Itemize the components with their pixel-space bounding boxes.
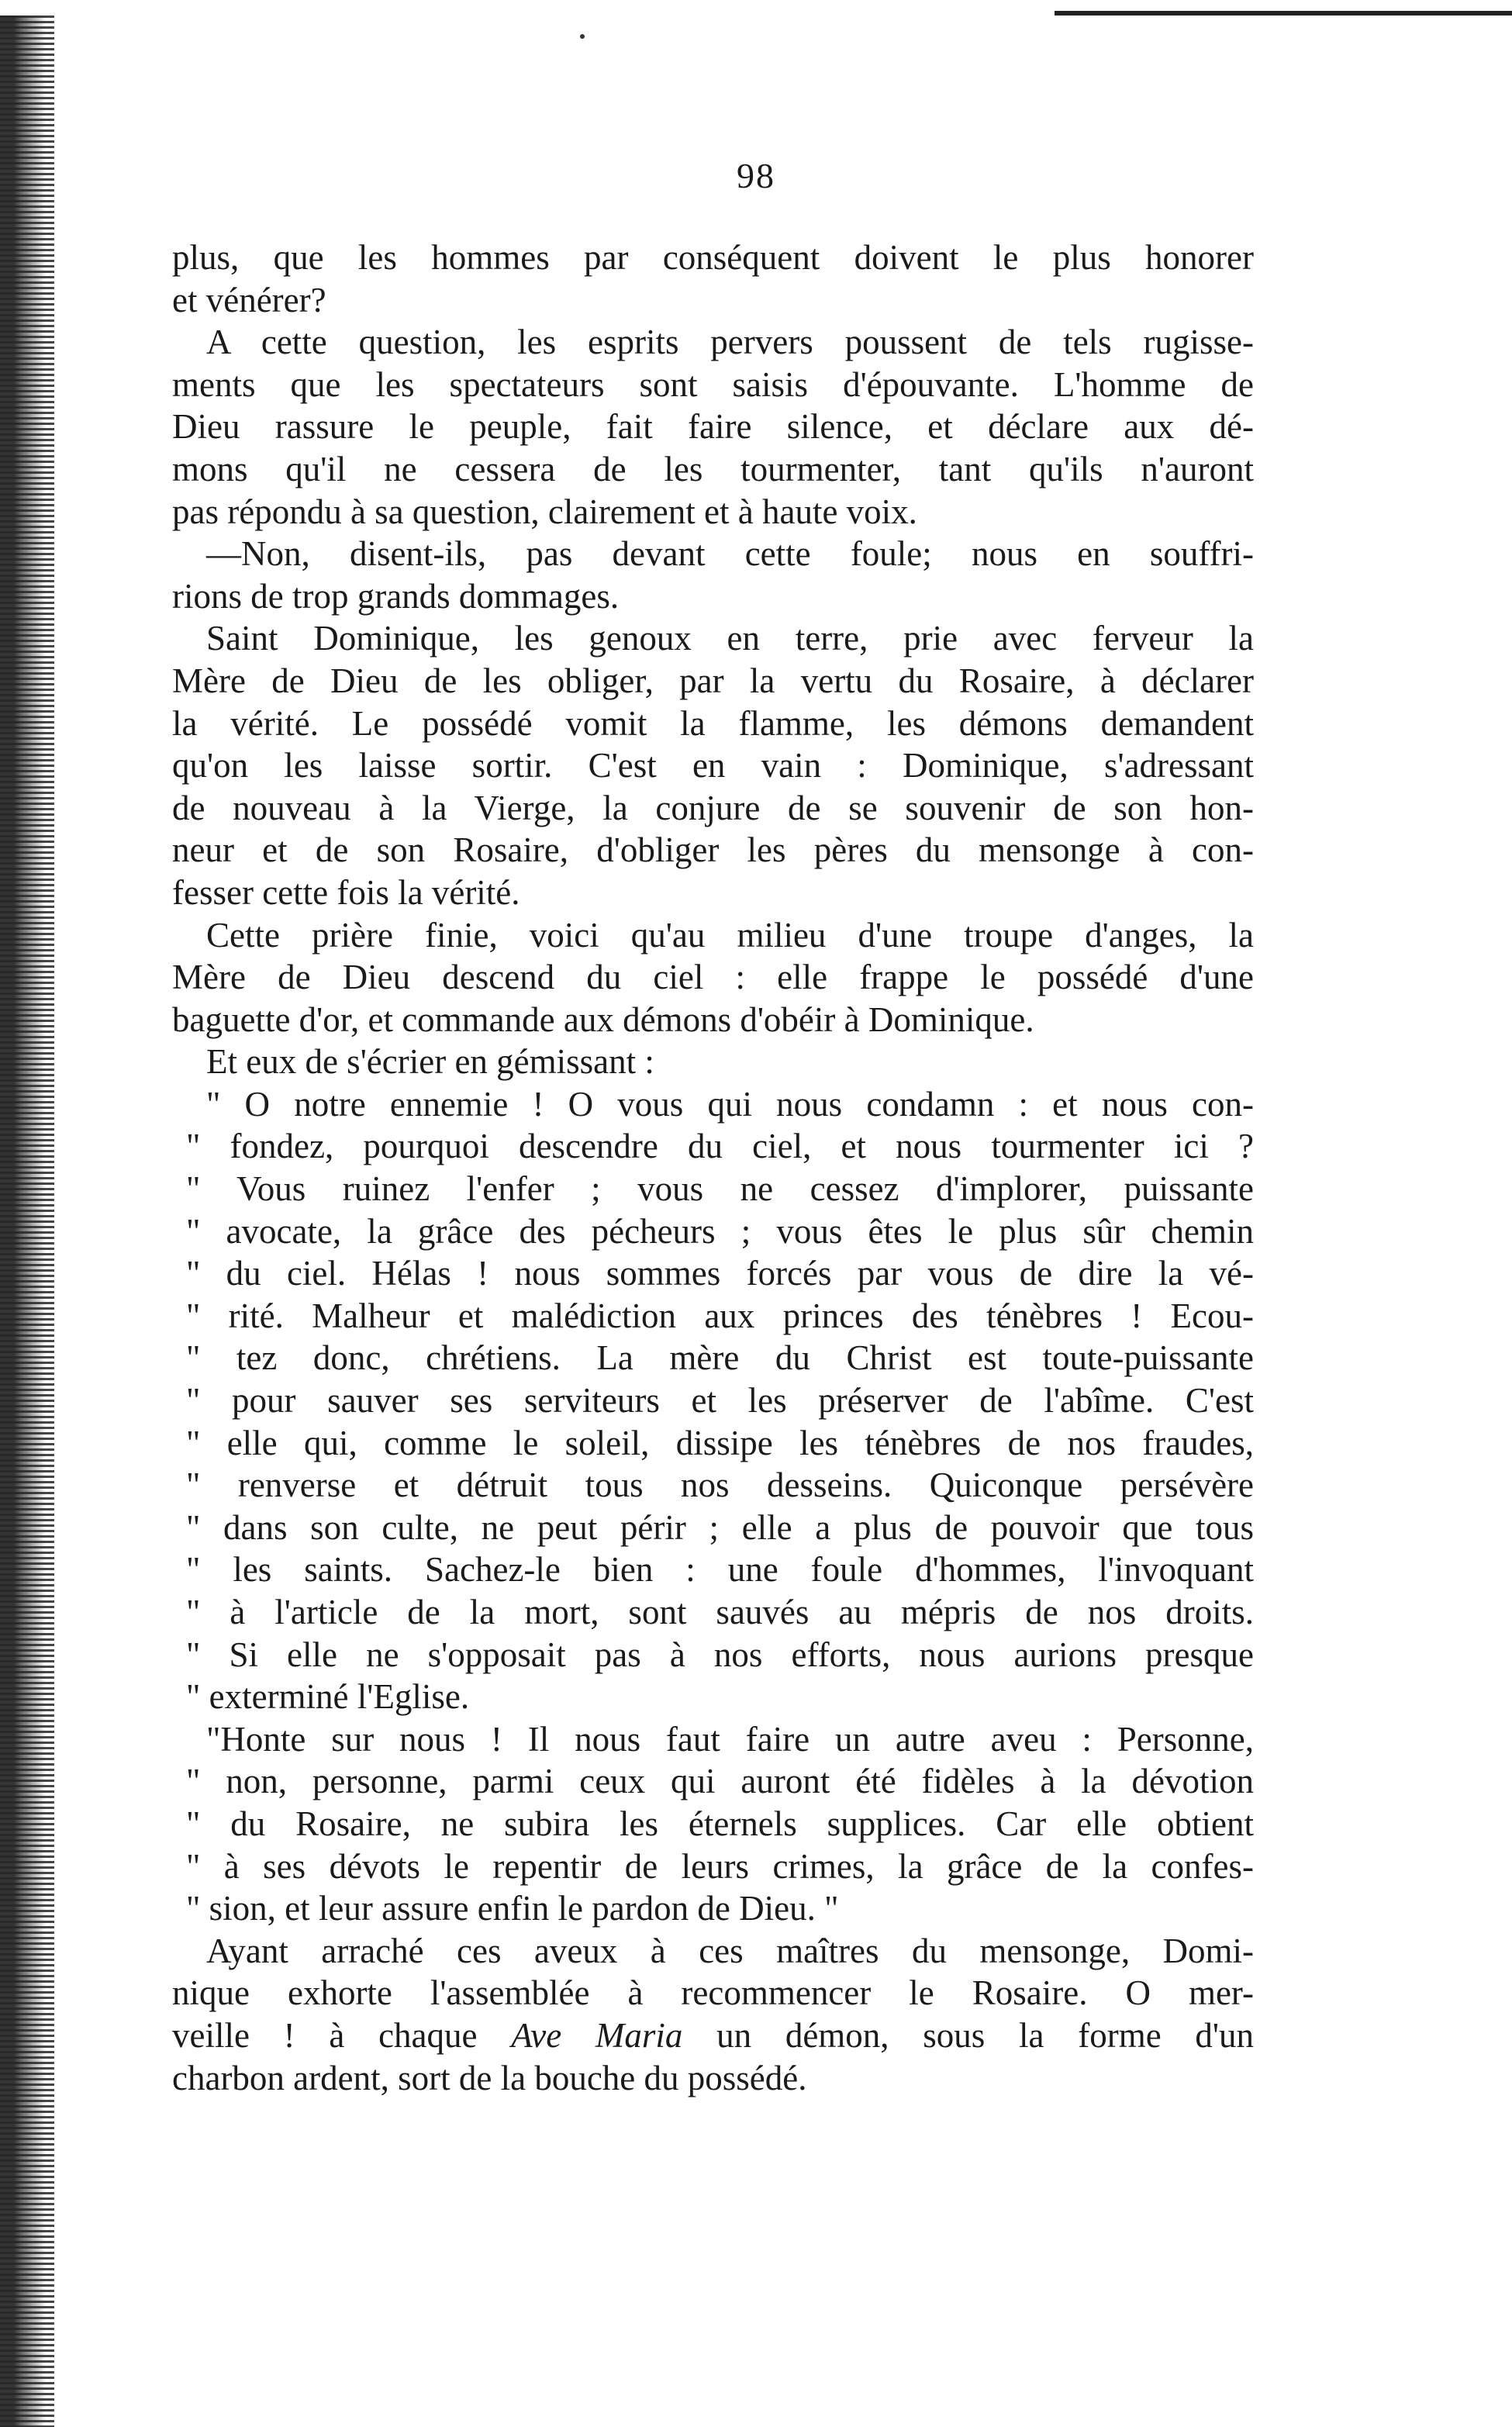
quote-line: " elle qui, comme le soleil, dissipe les ténèbres de nos fraudes, bbox=[186, 1423, 1254, 1462]
print-dot bbox=[580, 34, 585, 39]
quote-line: " à l'article de la mort, sont sauvés au mépris de nos droits. bbox=[186, 1593, 1254, 1631]
text-line: et vénérer? bbox=[172, 280, 326, 319]
text-line: Dieu rassure le peuple, fait faire silence, et déclare aux dé- bbox=[172, 407, 1254, 447]
text-line: A cette question, les esprits pervers poussent de tels rugisse- bbox=[206, 323, 1254, 362]
quote-line: " avocate, la grâce des pécheurs ; vous êtes le plus sûr chemin bbox=[186, 1211, 1254, 1251]
text-line: de nouveau à la Vierge, la conjure de se souvenir de son hon- bbox=[172, 788, 1254, 827]
quote-line: " exterminé l'Eglise. bbox=[186, 1677, 470, 1717]
text-line: Saint Dominique, les genoux en terre, prie avec ferveur la bbox=[206, 619, 1254, 658]
text-line: Cette prière finie, voici qu'au milieu d'une troupe d'anges, la bbox=[206, 915, 1254, 955]
text-line: pas répondu à sa question, clairement et à haute voix. bbox=[172, 492, 917, 531]
quote-line: " tez donc, chrétiens. La mère du Christ est toute-puissante bbox=[186, 1338, 1254, 1378]
quote-line: " Vous ruinez l'enfer ; vous ne cessez d'implorer, puissante bbox=[186, 1169, 1254, 1209]
text-line: Mère de Dieu descend du ciel : elle frappe le possédé d'une bbox=[172, 958, 1254, 997]
quote-line: " sion, et leur assure enfin le pardon de Dieu. " bbox=[186, 1889, 839, 1928]
quote-line: " les saints. Sachez-le bien : une foule d'hommes, l'invoquant bbox=[186, 1550, 1254, 1590]
text-line: plus, que les hommes par conséquent doivent le plus honorer bbox=[172, 238, 1254, 277]
text-line: neur et de son Rosaire, d'obliger les pères du mensonge à con- bbox=[172, 830, 1254, 870]
text-line: —Non, disent-ils, pas devant cette foule; nous en souffri- bbox=[206, 534, 1254, 574]
quote-line: " dans son culte, ne peut périr ; elle a plus de pouvoir que tous bbox=[186, 1507, 1254, 1547]
text-line: baguette d'or, et commande aux démons d'obéir à Dominique. bbox=[172, 999, 1034, 1039]
text-line: Et eux de s'écrier en gémissant : bbox=[206, 1042, 654, 1082]
quote-line: " renverse et détruit tous nos desseins. Quiconque persévère bbox=[186, 1466, 1254, 1505]
quote-line: " non, personne, parmi ceux qui auront été fidèles à la dévotion bbox=[186, 1762, 1254, 1801]
quote-line: " pour sauver ses serviteurs et les préserver de l'abîme. C'est bbox=[186, 1381, 1254, 1421]
text-segment: veille ! à chaque bbox=[172, 2015, 512, 2055]
quote-line: " rité. Malheur et malédiction aux princes des ténèbres ! Ecou- bbox=[186, 1296, 1254, 1335]
text-line: rions de trop grands dommages. bbox=[172, 576, 620, 616]
scan-binding-edge bbox=[0, 16, 54, 2427]
quote-line: " à ses dévots le repentir de leurs crimes, la grâce de la confes- bbox=[186, 1846, 1254, 1886]
italic-ave-maria: Ave Maria bbox=[511, 2015, 683, 2055]
page-number: 98 bbox=[737, 156, 775, 195]
text-segment: un démon, sous la forme d'un bbox=[682, 2015, 1254, 2055]
text-line: qu'on les laisse sortir. C'est en vain : Dominique, s'adressant bbox=[172, 746, 1254, 785]
text-line bbox=[172, 2014, 1254, 2057]
quote-line: " du Rosaire, ne subira les éternels supplices. Car elle obtient bbox=[186, 1804, 1254, 1843]
text-line: Mère de Dieu de les obliger, par la vertu du Rosaire, à déclarer bbox=[172, 661, 1254, 700]
text-line: Ayant arraché ces aveux à ces maîtres du mensonge, Domi- bbox=[206, 1931, 1254, 1970]
text-line: ments que les spectateurs sont saisis d'épouvante. L'homme de bbox=[172, 364, 1254, 404]
text-line: la vérité. Le possédé vomit la flamme, les démons demandent bbox=[172, 703, 1254, 743]
top-rule bbox=[1055, 11, 1512, 16]
quote-line: " du ciel. Hélas ! nous sommes forcés par vous de dire la vé- bbox=[186, 1254, 1254, 1293]
text-line: mons qu'il ne cessera de les tourmenter, tant qu'ils n'auront bbox=[172, 449, 1254, 489]
quote-line: " O notre ennemie ! O vous qui nous condamn : et nous con- bbox=[206, 1084, 1254, 1124]
text-line: fesser cette fois la vérité. bbox=[172, 872, 520, 912]
quote-line: " fondez, pourquoi descendre du ciel, et nous tourmenter ici ? bbox=[186, 1127, 1254, 1166]
text-line: charbon ardent, sort de la bouche du possédé. bbox=[172, 2058, 807, 2097]
body-text bbox=[172, 236, 1254, 2099]
quote-line: " Si elle ne s'opposait pas à nos efforts, nous aurions presque bbox=[186, 1635, 1254, 1674]
text-line: nique exhorte l'assemblée à recommencer le Rosaire. O mer- bbox=[172, 1973, 1254, 2013]
quote-line: "Honte sur nous ! Il nous faut faire un autre aveu : Personne, bbox=[206, 1719, 1254, 1759]
